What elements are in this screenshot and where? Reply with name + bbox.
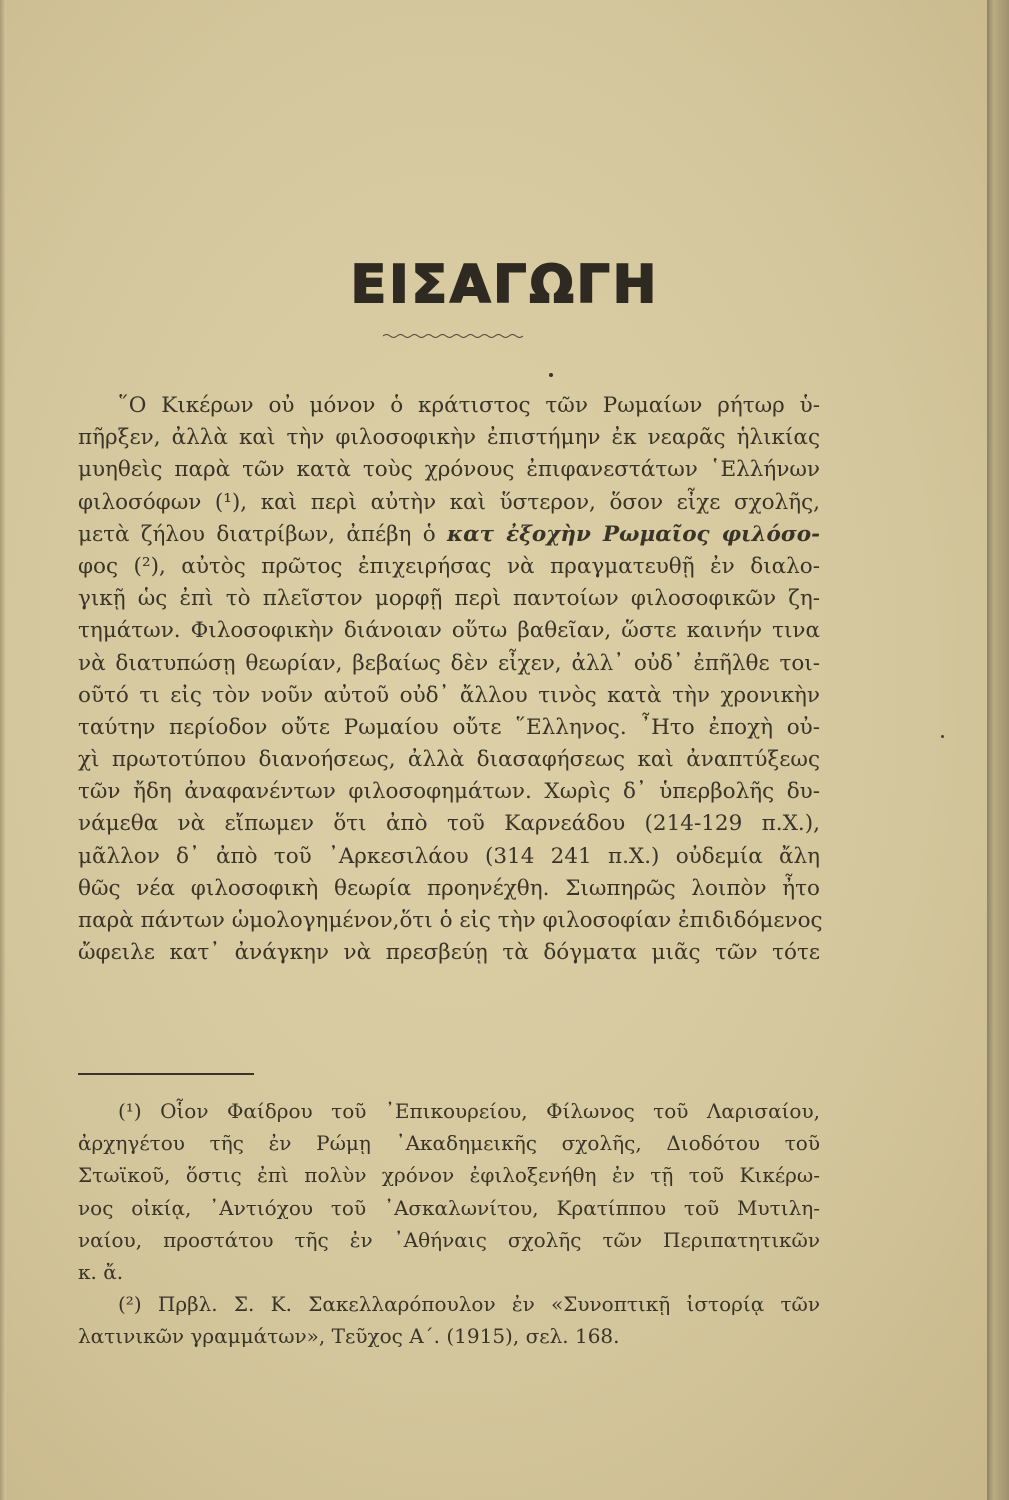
decorative-dot	[549, 373, 553, 377]
body-text	[78, 390, 823, 969]
body-line: φιλοσόφων (¹), καὶ περὶ αὐτὴν καὶ ὕστερον, ὅσον εἶχε σχολῆς,	[78, 489, 820, 515]
body-line: φος (²), αὐτὸς πρῶτος ἐπιχειρήσας νὰ πραγματευθῇ ἐν διαλο-	[78, 553, 820, 579]
body-line: χὶ πρωτοτύπου διανοήσεως, ἀλλὰ διασαφήσεως καὶ ἀναπτύξεως	[78, 747, 820, 773]
footnote-line: ναίου, προστάτου τῆς ἐν ᾿Αθήναις σχολῆς τῶν Περιπατητικῶν	[78, 1227, 820, 1252]
emphasis-phrase: κατ ἐξοχὴν Ρωμαῖος φιλόσο-	[447, 521, 820, 547]
body-line: μᾶλλον δ᾿ ἀπὸ τοῦ ᾿Αρκεσιλάου (314 241 π.Χ.) οὐδεμία ἄλη	[78, 843, 820, 869]
body-line-text: μετὰ ζήλου διατρίβων, ἀπέβη ὁ	[78, 521, 436, 547]
footnote-line: κ. ἄ.	[78, 1259, 124, 1284]
body-line: πῆρξεν, ἀλλὰ καὶ τὴν φιλοσοφικὴν ἐπιστήμην ἐκ νεαρᾶς ἡλικίας	[78, 425, 820, 451]
body-line: ῞Ο Κικέρων οὐ μόνον ὁ κράτιστος τῶν Ρωμαίων ρήτωρ ὑ-	[118, 393, 820, 418]
title-ornament-rule	[383, 333, 523, 339]
body-line: οῦτό τι εἰς τὸν νοῦν αὐτοῦ οὐδ᾿ ἄλλου τινὸς κατὰ τὴν χρονικὴν	[78, 682, 820, 708]
body-line: μυηθεὶς παρὰ τῶν κατὰ τοὺς χρόνους ἐπιφανεστάτων ῾Ελλήνων	[78, 457, 820, 483]
footnote-line: νος οἰκίᾳ, ᾿Αντιόχου τοῦ ᾿Ασκαλωνίτου, Κρατίππου τοῦ Μυτιλη-	[78, 1195, 820, 1220]
footnote-line: Στωϊκοῦ, ὅστις ἐπὶ πολὺν χρόνον ἐφιλοξενήθη ἐν τῇ τοῦ Κικέρω-	[78, 1163, 820, 1188]
footnote-line: ἀρχηγέτου τῆς ἐν Ρώμῃ ᾿Ακαδημεικῆς σχολῆς, Διοδότου τοῦ	[78, 1131, 820, 1156]
page-right-edge	[987, 0, 1009, 1500]
body-line: ὤφειλε κατ᾿ ἀνάγκην νὰ πρεσβεύῃ τὰ δόγματα μιᾶς τῶν τότε	[78, 940, 820, 966]
page-left-edge	[0, 0, 6, 1500]
body-line: θῶς νέα φιλοσοφικὴ θεωρία προηνέχθη. Σιωπηρῶς λοιπὸν ἦτο	[78, 875, 820, 901]
body-line: παρὰ πάντων ὡμολογημένον,ὅτι ὁ εἰς τὴν φιλοσοφίαν ἐπιδιδόμενος	[78, 908, 823, 933]
body-line: νὰ διατυπώσῃ θεωρίαν, βεβαίως δὲν εἶχεν, ἀλλ᾿ οὐδ᾿ ἐπῆλθε τοι-	[78, 650, 820, 676]
body-line-with-emphasis	[78, 519, 820, 551]
footnote-separator	[78, 1073, 254, 1075]
chapter-title: ΕΙΣΑΓΩΓΗ	[350, 255, 660, 315]
footnote-line: λατινικῶν γραμμάτων», Τεῦχος Α΄. (1915), σελ. 168.	[78, 1324, 620, 1349]
body-line: γικῇ ὡς ἐπὶ τὸ πλεῖστον μορφῇ περὶ παντοίων φιλοσοφικῶν ζη-	[78, 586, 820, 612]
body-line: νάμεθα νὰ εἴπωμεν ὅτι ἀπὸ τοῦ Καρνεάδου (214-129 π.Χ.),	[78, 811, 820, 837]
footnote-line: (²) Πρβλ. Σ. Κ. Σακελλαρόπουλον ἐν «Συνοπτικῇ ἱστορίᾳ τῶν	[118, 1292, 820, 1317]
body-line: τημάτων. Φιλοσοφικὴν διάνοιαν οὕτω βαθεῖαν, ὥστε καινήν τινα	[78, 618, 820, 644]
margin-mark	[941, 735, 944, 738]
body-line: τῶν ἤδη ἀναφανέντων φιλοσοφημάτων. Χωρὶς δ᾿ ὑπερβολῆς δυ-	[78, 779, 820, 805]
body-line: ταύτην περίοδον οὔτε Ρωμαίου οὔτε ῞Ελληνος. ῏Ητο ἐποχὴ οὐ-	[78, 714, 820, 740]
footnotes	[78, 1094, 820, 1352]
footnote-line: (¹) Οἷον Φαίδρου τοῦ ᾿Επικουρείου, Φίλωνος τοῦ Λαρισαίου,	[118, 1099, 820, 1123]
